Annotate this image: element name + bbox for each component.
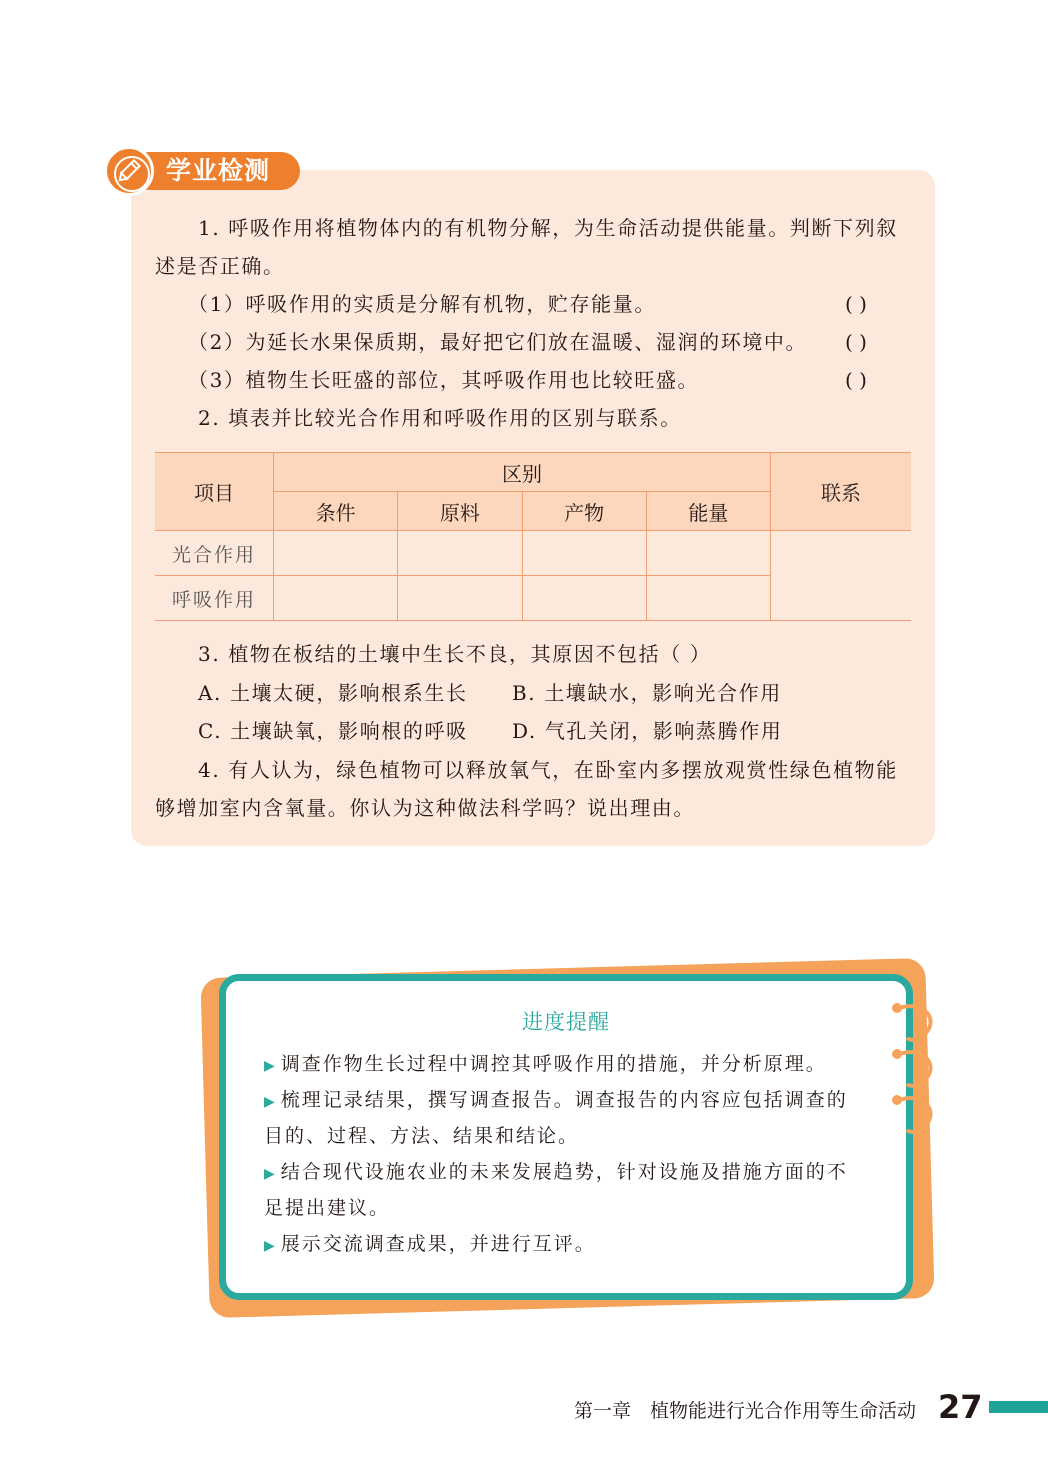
q1-answer-blank-2[interactable]: ( ): [845, 330, 867, 354]
reminder-item-2-cont: 目的、过程、方法、结果和结论。: [264, 1125, 580, 1147]
col-header-diff: 区别: [274, 453, 771, 492]
reminder-item-3: ▶ 结合现代设施农业的未来发展趋势，针对设施及措施方面的不: [264, 1161, 848, 1183]
reminder-item-2: ▶ 梳理记录结果，撰写调查报告。调查报告的内容应包括调查的: [264, 1089, 848, 1111]
pencil-icon: [104, 146, 154, 196]
q1-answer-blank-1[interactable]: ( ): [845, 292, 867, 316]
q3-option-d[interactable]: D. 气孔关闭，影响蒸腾作用: [512, 719, 783, 743]
row-label-respiration: 呼吸作用: [155, 576, 274, 621]
table-cell[interactable]: [522, 531, 646, 576]
triangle-bullet-icon: ▶: [264, 1238, 277, 1254]
table-cell[interactable]: [398, 576, 522, 621]
q3-option-a[interactable]: A. 土壤太硬，影响根系生长: [198, 681, 468, 705]
row-label-photosynthesis: 光合作用: [155, 531, 274, 576]
chapter-footer: 第一章 植物能进行光合作用等生命活动: [573, 1400, 916, 1422]
q3-option-b[interactable]: B. 土壤缺水，影响光合作用: [512, 681, 782, 705]
section-header: [104, 146, 300, 194]
q1-stem-line1: 1. 呼吸作用将植物体内的有机物分解，为生命活动提供能量。判断下列叙: [198, 216, 898, 240]
section-title: 学业检测: [166, 156, 271, 185]
triangle-bullet-icon: ▶: [264, 1058, 277, 1074]
subcol-energy: 能量: [646, 492, 770, 531]
col-header-link: 联系: [771, 453, 912, 531]
q4-line1: 4. 有人认为，绿色植物可以释放氧气，在卧室内多摆放观赏性绿色植物能: [198, 758, 898, 782]
footer-accent-bar: [989, 1401, 1048, 1413]
table-cell[interactable]: [398, 531, 522, 576]
reminder-item-1: ▶ 调查作物生长过程中调控其呼吸作用的措施，并分析原理。: [264, 1053, 827, 1075]
comparison-table: [155, 452, 911, 621]
table-cell[interactable]: [274, 576, 398, 621]
q3-stem: 3. 植物在板结的土壤中生长不良，其原因不包括（ ）: [198, 642, 712, 666]
q3-option-c[interactable]: C. 土壤缺氧，影响根的呼吸: [198, 719, 468, 743]
subcol-material: 原料: [398, 492, 522, 531]
q1-item-2: （2）为延长水果保质期，最好把它们放在温暖、湿润的环境中。: [188, 330, 808, 354]
table-cell[interactable]: [522, 576, 646, 621]
q4-line2: 够增加室内含氧量。你认为这种做法科学吗？说出理由。: [155, 796, 695, 820]
subcol-product: 产物: [522, 492, 646, 531]
q1-stem-line2: 述是否正确。: [155, 254, 285, 278]
reminder-item-3-cont: 足提出建议。: [264, 1197, 391, 1219]
triangle-bullet-icon: ▶: [264, 1166, 277, 1182]
q1-answer-blank-3[interactable]: ( ): [845, 368, 867, 392]
triangle-bullet-icon: ▶: [264, 1094, 277, 1110]
q1-item-1: （1）呼吸作用的实质是分解有机物，贮存能量。: [188, 292, 656, 316]
page-number: 27: [938, 1388, 983, 1426]
table-cell[interactable]: [646, 531, 770, 576]
q1-item-3: （3）植物生长旺盛的部位，其呼吸作用也比较旺盛。: [188, 368, 700, 392]
subcol-condition: 条件: [274, 492, 398, 531]
reminder-title: 进度提醒: [522, 1010, 610, 1034]
table-cell[interactable]: [646, 576, 770, 621]
reminder-item-4: ▶ 展示交流调查成果，并进行互评。: [264, 1233, 596, 1255]
q2-stem: 2. 填表并比较光合作用和呼吸作用的区别与联系。: [198, 406, 682, 430]
col-header-item: 项目: [155, 453, 274, 531]
table-cell-link[interactable]: [771, 531, 912, 621]
table-cell[interactable]: [274, 531, 398, 576]
